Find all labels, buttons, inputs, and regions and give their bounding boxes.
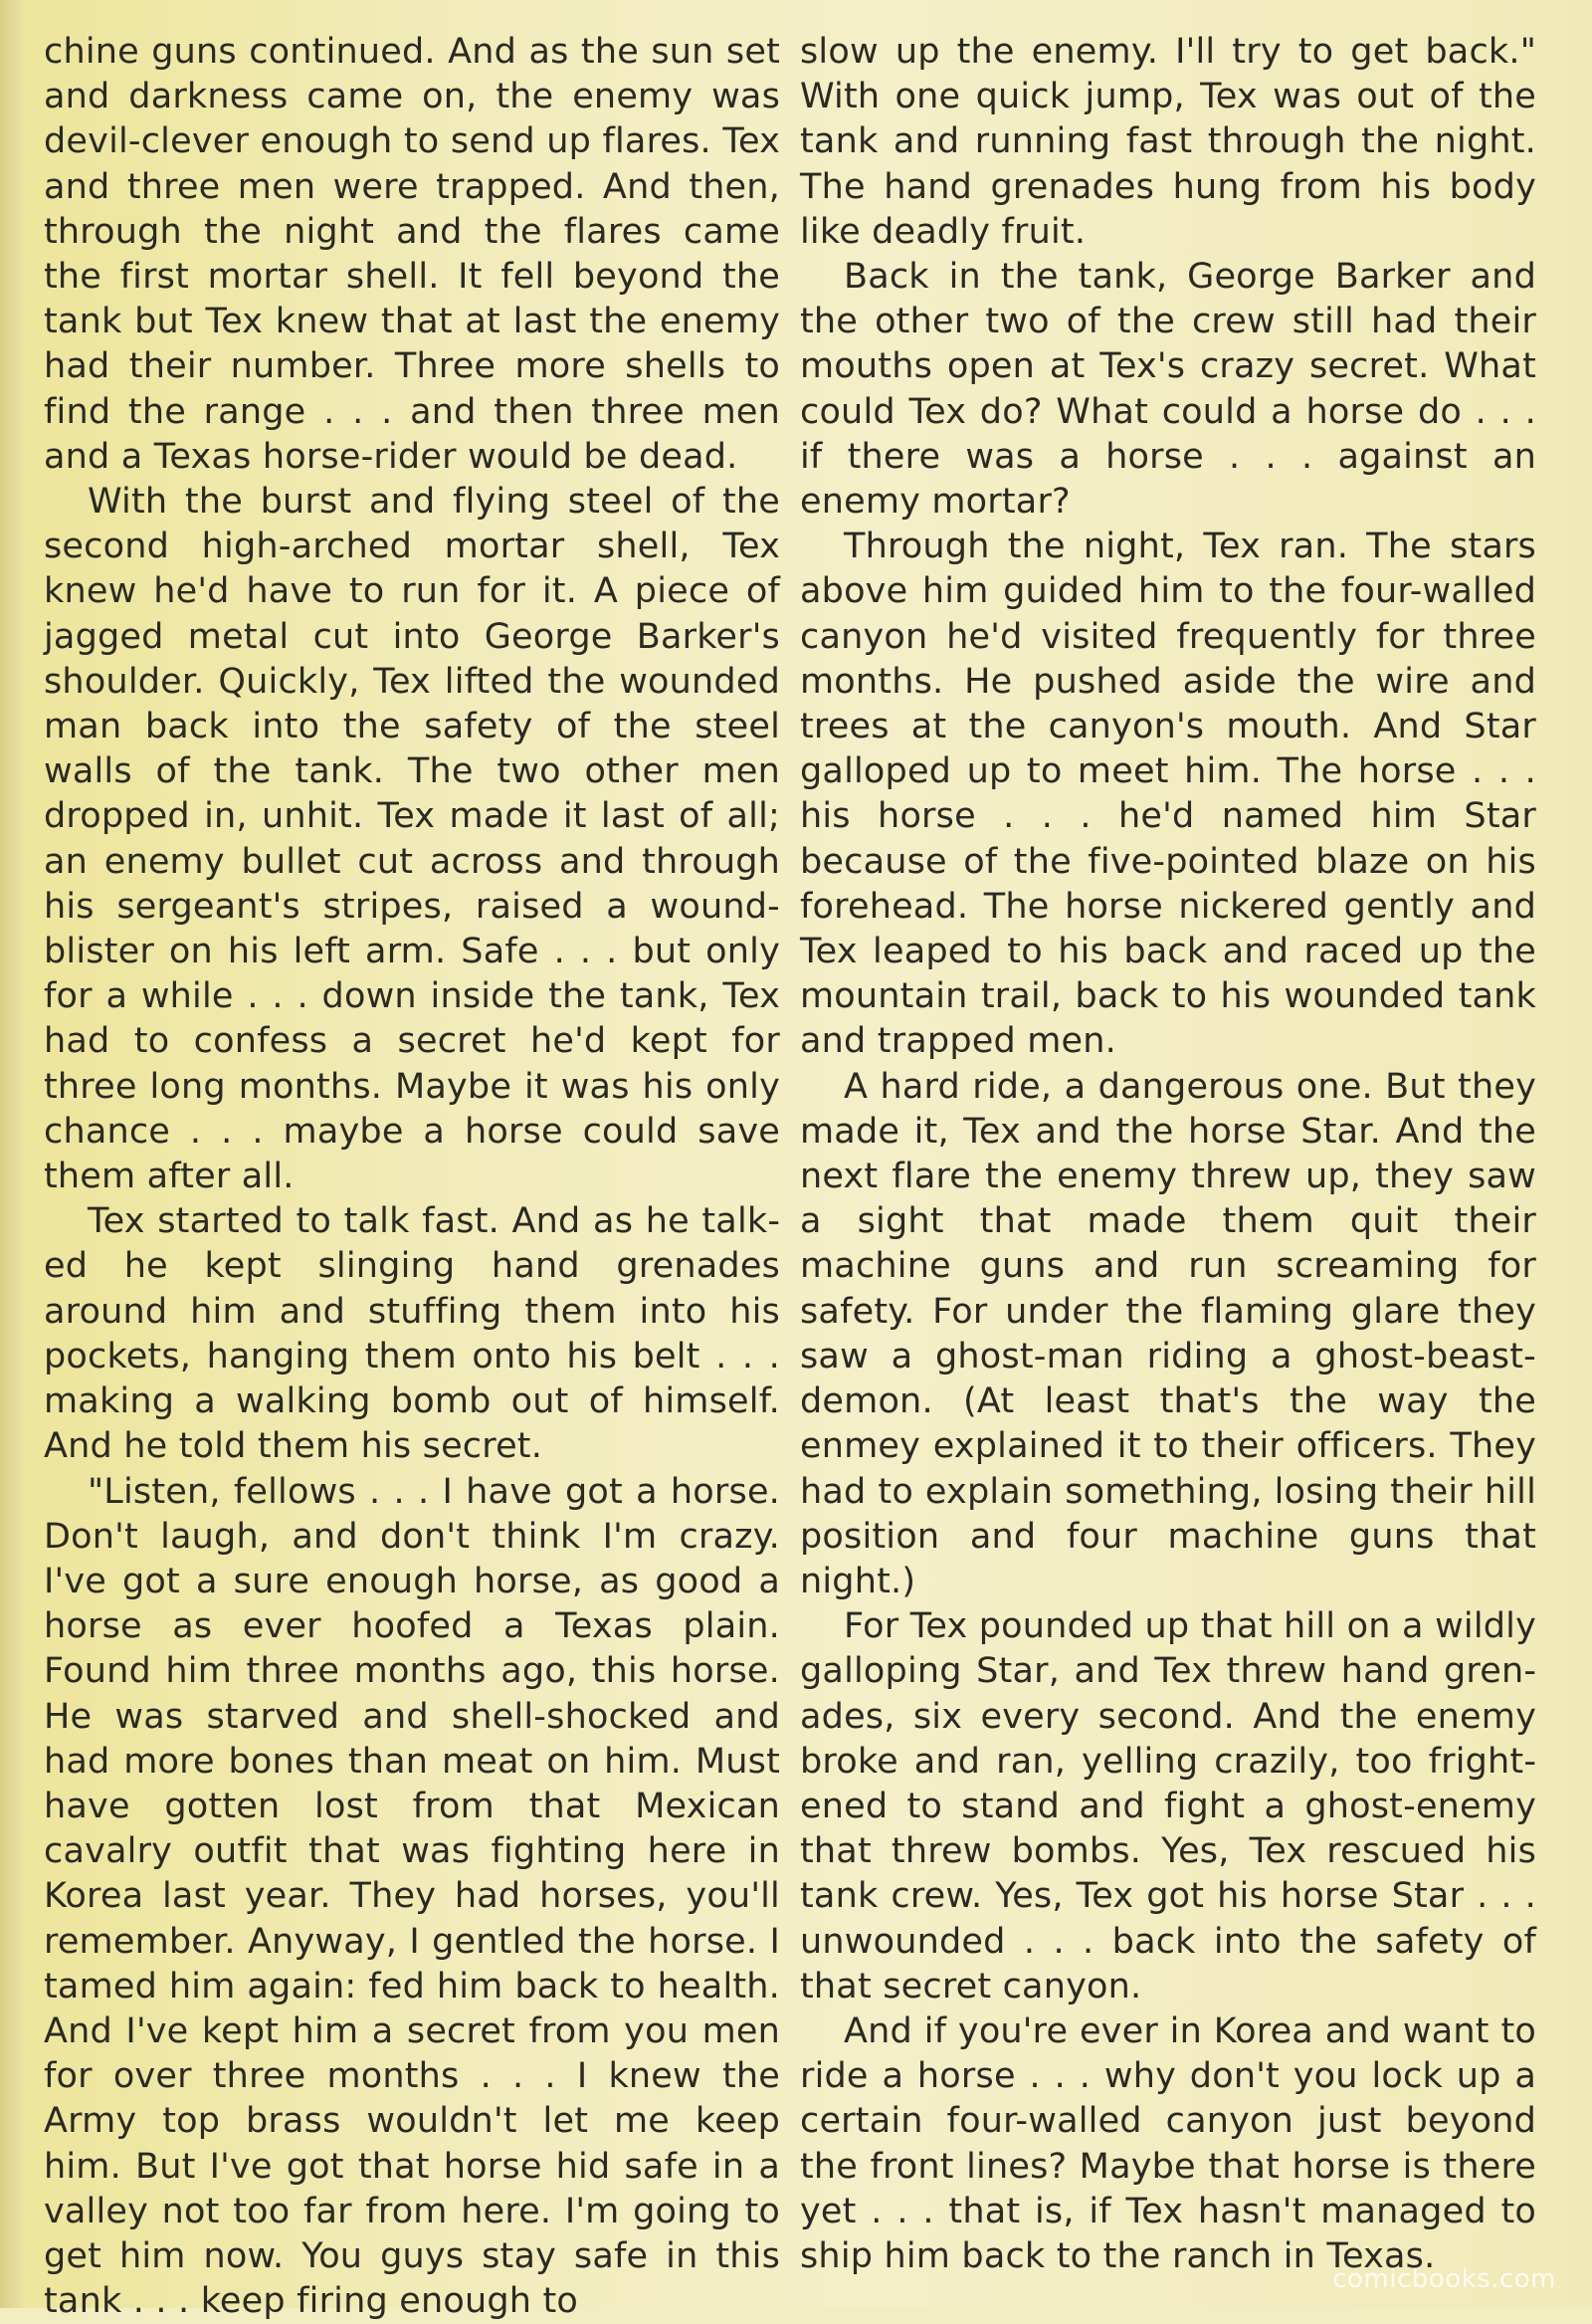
paragraph: With the burst and flying steel of the second high-arched mortar shell, Tex knew he'd have to run for it. A piece of jagged metal cut into George Barker's shoulder. Quickly, Tex lifted the wounded man back into the safety of the steel walls of the tank. The two other men dropped in, unhit. Tex made it last of all; an enemy bullet cut across and through his sergeant's stripes, raised a wound-blister on his left arm. Safe . . . but only for a while . . . down inside the tank, Tex had to confess a secret he'd kept for three long months. Maybe it was his only chance . . . maybe a horse could save them after all. (44, 480, 780, 1199)
left-text-column (44, 30, 780, 2324)
right-text-column (800, 30, 1536, 2279)
paragraph: For Tex pounded up that hill on a wildly galloping Star, and Tex threw hand grenades, six every second. And the enemy broke and ran, yelling crazily, too frightened to stand and fight a ghost-enemy that threw bombs. Yes, Tex rescued his tank crew. Yes, Tex got his horse Star . . . unwounded . . . back into the safety of that secret canyon. (800, 1604, 1536, 2009)
paragraph: slow up the enemy. I'll try to get back." With one quick jump, Tex was out of the tank and running fast through the night. The hand grenades hung from his body like deadly fruit. (800, 30, 1536, 255)
paragraph: And if you're ever in Korea and want to ride a horse . . . why don't you lock up a certain four-walled canyon just beyond the front lines? Maybe that horse is there yet . . . that is, if Tex hasn't managed to ship him back to the ranch in Texas. (800, 2009, 1536, 2279)
paragraph: Tex started to talk fast. And as he talked he kept slinging hand grenades around him and stuffing them into his pockets, hanging them onto his belt . . . making a walking bomb out of himself. And he told them his secret. (44, 1199, 780, 1469)
paragraph: Back in the tank, George Barker and the other two of the crew still had their mouths open at Tex's crazy secret. What could Tex do? What could a horse do . . . if there was a horse . . . against an enemy mortar? (800, 255, 1536, 525)
paragraph: A hard ride, a dangerous one. But they made it, Tex and the horse Star. And the next flare the enemy threw up, they saw a sight that made them quit their machine guns and run screaming for safety. For under the flaming glare they saw a ghost-man riding a ghost-beast-demon. (At least that's the way the enmey explained it to their officers. They had to explain something, losing their hill position and four machine guns that night.) (800, 1065, 1536, 1604)
paragraph: chine guns continued. And as the sun set and darkness came on, the enemy was devil-clever enough to send up flares. Tex and three men were trapped. And then, through the night and the flares came the first mortar shell. It fell beyond the tank but Tex knew that at last the enemy had their number. Three more shells to find the range . . . and then three men and a Texas horse-rider would be dead. (44, 30, 780, 480)
paragraph: "Listen, fellows . . . I have got a horse. Don't laugh, and don't think I'm crazy. I've got a sure enough horse, as good a horse as ever hoofed a Texas plain. Found him three months ago, this horse. He was starved and shell-shocked and had more bones than meat on him. Must have gotten lost from that Mexican cavalry outfit that was fighting here in Korea last year. They had horses, you'll remember. Anyway, I gentled the horse. I tamed him again: fed him back to health. And I've kept him a secret from you men for over three months . . . I knew the Army top brass wouldn't let me keep him. But I've got that horse hid safe in a valley not too far from here. I'm going to get him now. You guys stay safe in this tank . . . keep firing enough to (44, 1470, 780, 2324)
paragraph: Through the night, Tex ran. The stars above him guided him to the four-walled canyon he'd visited frequently for three months. He pushed aside the wire and trees at the canyon's mouth. And Star galloped up to meet him. The horse . . . his horse . . . he'd named him Star because of the five-pointed blaze on his forehead. The horse nickered gently and Tex leaped to his back and raced up the mountain trail, back to his wounded tank and trapped men. (800, 525, 1536, 1064)
page-binding-edge (0, 0, 24, 2308)
watermark: comicbooks.com (1332, 2264, 1556, 2294)
